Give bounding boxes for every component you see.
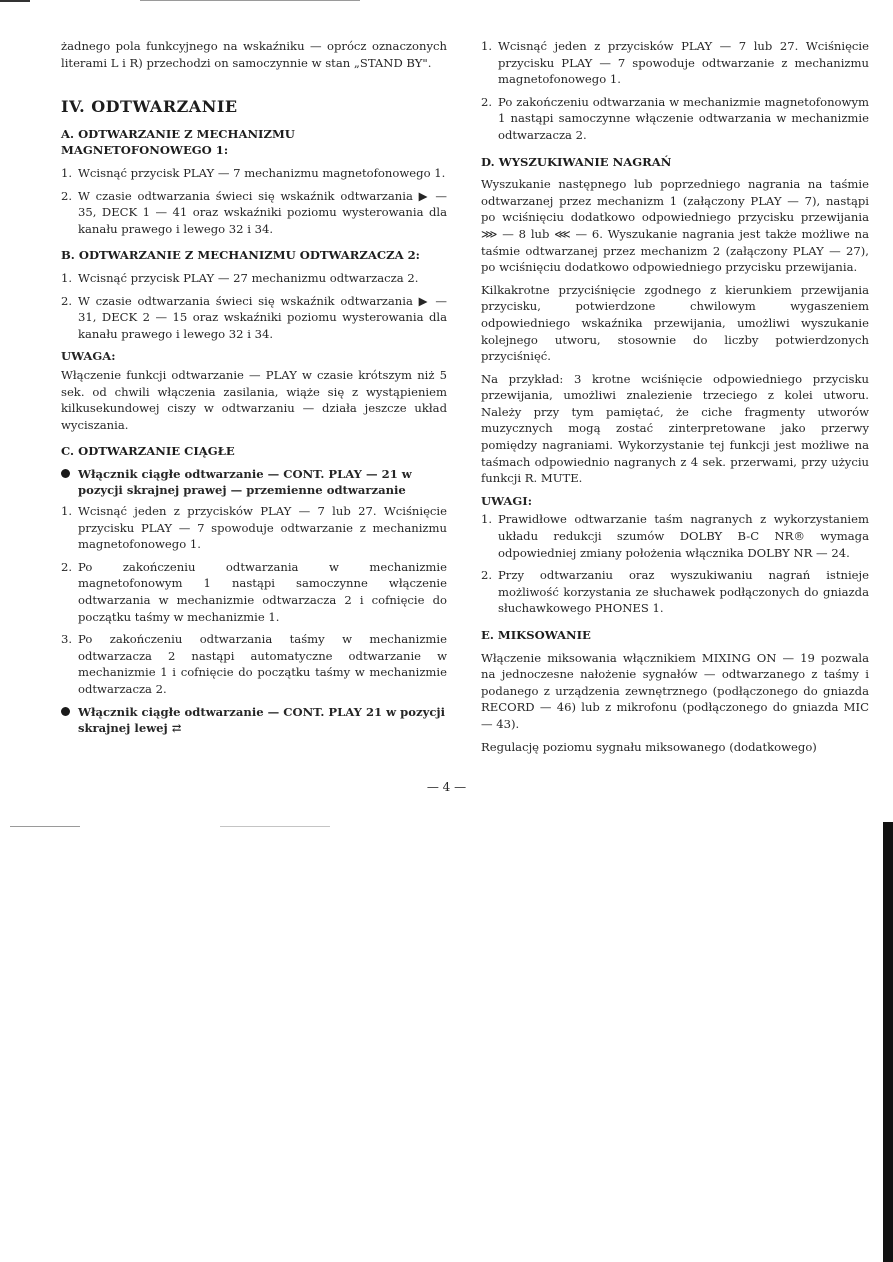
continued-list — [481, 38, 869, 144]
list-item — [61, 165, 447, 182]
item-number: 2. — [61, 188, 73, 203]
notes-list — [481, 511, 869, 617]
scan-mark — [10, 826, 80, 827]
notes-title: UWAGI: — [481, 493, 532, 508]
list-item — [61, 503, 447, 553]
item-number: 2. — [61, 559, 73, 574]
search-paragraph-1: Wyszukanie następnego lub poprzedniego nagrania na taśmie odtwarzanej przez mechanizm 1 (załączony PLAY — 7), nastąpi po wciśnięciu dodatkowo odpowiedniego przycisku przewijania ⋙ — 8 lub ⋘ — 6. Wyszukanie nagrania jest także możliwe na taśmie odtwarzanej przez mechanizm 2 (załączony PLAY — 27), po wciśnięciu dodatkowo odpowiedniego przycisku przewijania. — [481, 177, 869, 275]
bullet-text: Włącznik ciągłe odtwarzanie — CONT. PLAY 21 w pozycji skrajnej lewej ⇄ — [78, 704, 445, 736]
scan-mark — [0, 0, 30, 2]
item-number: 2. — [481, 94, 493, 109]
search-paragraph-3: Na przykład: 3 krotne wciśnięcie odpowiedniego przycisku przewijania, umożliwi znalezienie trzeciego z kolei utworu. Należy przy tym pamiętać, że ciche fragmenty utworów muzycznych mogą zostać zinterpretowane jako przerwy pomiędzy nagraniami. Wykorzystanie tej funkcji jest możliwe na taśmach odpowiednio nagranych z 4 sek. przerwami, przy użyciu funkcji R. MUTE. — [481, 371, 869, 486]
bullet-text: Włącznik ciągłe odtwarzanie — CONT. PLAY — 21 w pozycji skrajnej prawej — przemienne odtwarzanie — [78, 466, 412, 498]
item-number: 2. — [61, 293, 73, 308]
item-text: Po zakończeniu odtwarzania w mechanizmie magnetofonowym 1 nastąpi samoczynne włączenie odtwarzania w mechanizmie odtwarzacza 2. — [498, 94, 869, 142]
left-column — [61, 38, 447, 741]
right-column — [481, 38, 869, 761]
subsection-b-list — [61, 270, 447, 342]
list-item — [61, 559, 447, 625]
item-number: 1. — [61, 270, 73, 285]
item-number: 1. — [481, 512, 493, 527]
scan-edge-bar — [883, 822, 893, 1262]
item-number: 3. — [61, 632, 73, 647]
subsection-a-list — [61, 165, 447, 237]
bullet-icon — [61, 707, 70, 716]
search-paragraph-2: Kilkakrotne przyciśnięcie zgodnego z kierunkiem przewijania przycisku, potwierdzone chwilowym wygaszeniem odpowiedniego wskaźnika przewijania, umożliwi wyszukanie kolejnego utworu, stosownie do liczby potwierdzonych przyciśnięć. — [481, 282, 869, 364]
list-item — [481, 567, 869, 617]
list-item — [61, 270, 447, 287]
subsection-b-title: B. ODTWARZANIE Z MECHANIZMU ODTWARZACZA 2: — [61, 248, 420, 263]
list-item — [61, 293, 447, 343]
scan-mark — [140, 0, 360, 1]
subsection-e-title: E. MIKSOWANIE — [481, 628, 591, 642]
item-number: 1. — [61, 504, 73, 519]
page-number: — 4 — — [426, 780, 467, 794]
list-item — [61, 188, 447, 238]
item-text: W czasie odtwarzania świeci się wskaźnik odtwarzania ▶ — 31, DECK 2 — 15 oraz wskaźniki poziomu wysterowania dla kanału prawego i lewego 32 i 34. — [78, 293, 447, 341]
scan-mark — [220, 826, 330, 827]
list-item — [481, 511, 869, 561]
section-title: IV. ODTWARZANIE — [61, 97, 238, 117]
item-text: Prawidłowe odtwarzanie taśm nagranych z wykorzystaniem układu redukcji szumów DOLBY B-C NR® wymaga odpowiedniej zmiany położenia włącznika DOLBY NR — 24. — [498, 512, 869, 560]
subsection-c-list — [61, 503, 447, 698]
item-text: Wcisnąć przycisk PLAY — 27 mechanizmu odtwarzacza 2. — [78, 270, 419, 285]
list-item — [481, 94, 869, 144]
mixing-paragraph-2: Regulację poziomu sygnału miksowanego (dodatkowego) — [481, 739, 817, 754]
list-item — [61, 631, 447, 697]
switch-bullet-right — [61, 466, 447, 499]
subsection-d-title: D. WYSZUKIWANIE NAGRAŃ — [481, 154, 672, 169]
intro-paragraph: żadnego pola funkcyjnego na wskaźniku — oprócz oznaczonych literami L i R) przechodzi on samoczynnie w stan „STAND BY". — [61, 39, 447, 70]
item-text: Wcisnąć przycisk PLAY — 7 mechanizmu magnetofonowego 1. — [78, 165, 446, 180]
switch-bullet-left — [61, 704, 447, 737]
item-text: Po zakończeniu odtwarzania w mechanizmie magnetofonowym 1 nastąpi samoczynne włączenie odtwarzania w mechanizmie odtwarzacza 2 i cofnięcie do początku taśmy w mechanizmie 1. — [78, 559, 447, 624]
note-title: UWAGA: — [61, 349, 116, 364]
item-number: 1. — [61, 165, 73, 180]
item-text: Przy odtwarzaniu oraz wyszukiwaniu nagrań istnieje możliwość korzystania ze słuchawek podłączonych do gniazda słuchawkowego PHONES 1. — [498, 568, 869, 616]
subsection-c-title: C. ODTWARZANIE CIĄGŁE — [61, 444, 235, 459]
note-text: Włączenie funkcji odtwarzanie — PLAY w czasie krótszym niż 5 sek. od chwili włączenia zasilania, wiąże się z wystąpieniem kilkusekundowej ciszy w odtwarzaniu — działa jeszcze układ wyciszania. — [61, 367, 447, 432]
mixing-paragraph-1: Włączenie miksowania włącznikiem MIXING ON — 19 pozwala na jednoczesne nałożenie sygnałów — odtwarzanego z taśmy i podanego z urządzenia zewnętrznego (podłączonego do gniazda RECORD — 46) lub z mikrofonu (podłączonego do gniazda MIC — 43). — [481, 650, 869, 731]
item-text: Wcisnąć jeden z przycisków PLAY — 7 lub 27. Wciśnięcie przycisku PLAY — 7 spowoduje odtwarzanie z mechanizmu magnetofonowego 1. — [78, 504, 447, 552]
item-text: W czasie odtwarzania świeci się wskaźnik odtwarzania ▶ — 35, DECK 1 — 41 oraz wskaźniki poziomu wysterowania dla kanału prawego i lewego 32 i 34. — [78, 188, 447, 236]
item-text: Wcisnąć jeden z przycisków PLAY — 7 lub 27. Wciśnięcie przycisku PLAY — 7 spowoduje odtwarzanie z mechanizmu magnetofonowego 1. — [498, 39, 869, 87]
subsection-a-title: A. ODTWARZANIE Z MECHANIZMU MAGNETOFONOWEGO 1: — [61, 126, 295, 158]
bullet-icon — [61, 469, 70, 478]
item-number: 1. — [481, 39, 493, 53]
item-number: 2. — [481, 568, 493, 583]
list-item — [481, 38, 869, 88]
item-text: Po zakończeniu odtwarzania taśmy w mechanizmie odtwarzacza 2 nastąpi automatyczne odtwarzanie w mechanizmie 1 i cofnięcie do początku taśmy w mechanizmie odtwarzacza 2. — [78, 632, 447, 696]
